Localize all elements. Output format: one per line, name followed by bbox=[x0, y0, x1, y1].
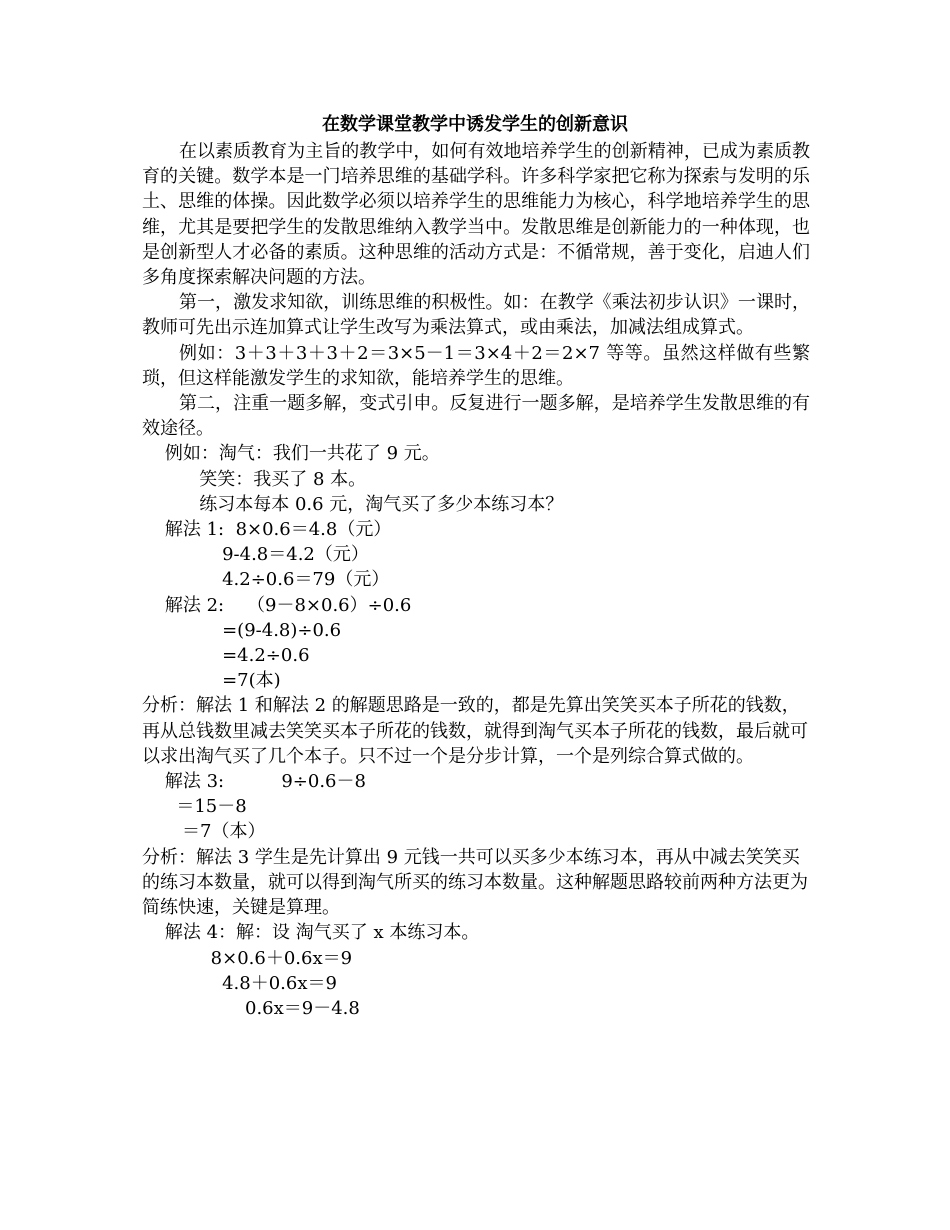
solution-3-step-2: ＝15－8 bbox=[142, 796, 247, 818]
example-xiaoxiao-line: 笑笑：我买了 8 本。 bbox=[142, 468, 367, 490]
solution-4-intro: 解法 4：解：设 淘气买了 x 本练习本。 bbox=[142, 922, 480, 944]
example-intro-line: 例如：淘气：我们一共花了 9 元。 bbox=[142, 443, 440, 465]
document-title: 在数学课堂教学中诱发学生的创新意识 bbox=[322, 114, 628, 135]
solution-2-step-4: =7(本) bbox=[142, 670, 281, 692]
solution-4-step-2: 4.8＋0.6x＝9 bbox=[142, 972, 337, 994]
example-paragraph: 例如：3＋3＋3＋3＋2＝3×5－1＝3×4＋2＝2×7 等等。虽然这样做有些繁琐，但这样能激发学生的求知欲，能培养学生的思维。 bbox=[142, 342, 810, 389]
analysis-3-paragraph: 分析：解法 3 学生是先计算出 9 元钱一共可以买多少本练习本，再从中减去笑笑买的练习本数量，就可以得到淘气所买的练习本数量。这种解题思路较前两种方法更为简练快速，关键是算理。 bbox=[142, 846, 808, 919]
first-point-paragraph: 第一，激发求知欲，训练思维的积极性。如：在教学《乘法初步认识》一课时，教师可先出示连加算式让学生改写为乘法算式，或由乘法，加减法组成算式。 bbox=[142, 292, 810, 339]
solution-3-step-3: ＝7（本） bbox=[142, 821, 266, 843]
solution-1-step-2: 9-4.8＝4.2（元） bbox=[142, 544, 369, 566]
analysis-1-paragraph: 分析：解法 1 和解法 2 的解题思路是一致的，都是先算出笑笑买本子所花的钱数，再从总钱数里减去笑笑买本子所花的钱数，就得到淘气买本子所花的钱数，最后就可以求出淘气买了几个本子。只不过一个是分步计算，一个是列综合算式做的。 bbox=[142, 695, 808, 767]
solution-1-step-3: 4.2÷0.6＝79（元） bbox=[142, 569, 390, 591]
solution-4-step-1: 8×0.6＋0.6x＝9 bbox=[142, 947, 353, 969]
solution-2-step-1: 解法 2: （9－8×0.6）÷0.6 bbox=[142, 594, 412, 616]
document-body bbox=[142, 139, 810, 1021]
example-question-line: 练习本每本 0.6 元，淘气买了多少本练习本？ bbox=[142, 493, 564, 515]
solution-1-step-1: 解法 1: 8×0.6＝4.8（元） bbox=[142, 519, 392, 541]
solution-4-step-3: 0.6x＝9－4.8 bbox=[142, 997, 360, 1019]
intro-paragraph: 在以素质教育为主旨的教学中，如何有效地培养学生的创新精神，已成为素质教育的关键。数学本是一门培养思维的基础学科。许多科学家把它称为探索与发明的乐土、思维的体操。因此数学必须以培养学生的思维能力为核心，科学地培养学生的思维，尤其是要把学生的发散思维纳入教学当中。发散思维是创新能力的一种体现，也是创新型人才必备的素质。这种思维的活动方式是：不循常规，善于变化，启迪人们多角度探索解决问题的方法。 bbox=[142, 141, 810, 289]
solution-2-step-3: =4.2÷0.6 bbox=[142, 645, 310, 667]
solution-3-step-1: 解法 3: 9÷0.6－8 bbox=[142, 771, 366, 793]
second-point-paragraph: 第二，注重一题多解，变式引申。反复进行一题多解，是培养学生发散思维的有效途径。 bbox=[142, 393, 810, 440]
solution-2-step-2: =(9-4.8)÷0.6 bbox=[142, 619, 342, 641]
